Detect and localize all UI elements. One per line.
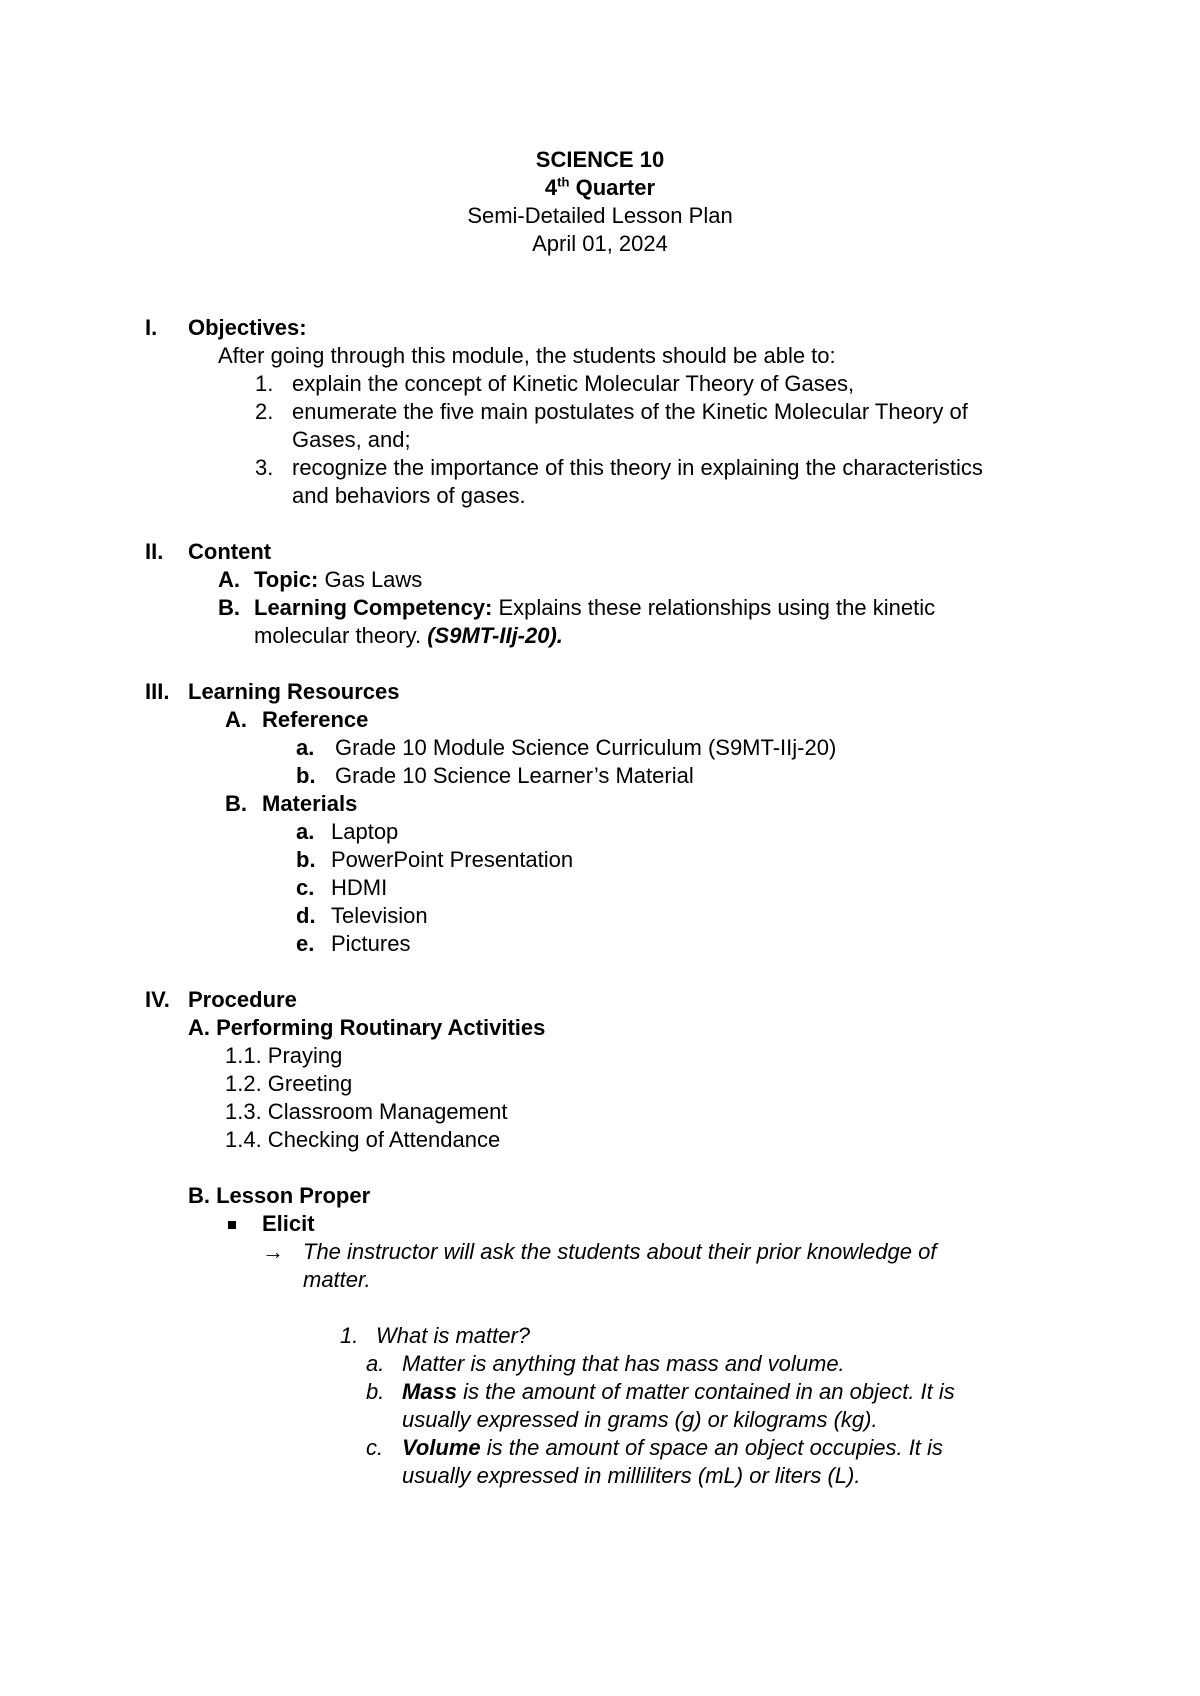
objective-num-2: 2.	[255, 399, 274, 424]
materials-letter: B.	[225, 791, 247, 816]
answer-c-line-2: usually expressed in milliliters (mL) or liters (L).	[402, 1463, 861, 1488]
materials-heading: Materials	[262, 791, 358, 816]
objectives-heading: Objectives:	[188, 315, 307, 340]
routine-item: 1.2. Greeting	[225, 1071, 353, 1096]
objectives-numeral: I.	[145, 315, 158, 340]
routine-item: 1.3. Classroom Management	[225, 1099, 508, 1124]
reference-item: Grade 10 Module Science Curriculum (S9MT-IIj-20)	[335, 735, 837, 760]
question-number: 1.	[340, 1323, 359, 1348]
elicit-line-2: matter.	[303, 1267, 371, 1292]
document-title: SCIENCE 10	[535, 147, 665, 172]
content-topic: Topic: Gas Laws	[254, 567, 423, 592]
routinary-heading: A. Performing Routinary Activities	[188, 1015, 546, 1040]
reference-item-letter: b.	[296, 763, 316, 788]
content-competency-line-2: molecular theory. (S9MT-IIj-20).	[254, 623, 563, 648]
objective-2-line-2: Gases, and;	[292, 427, 411, 452]
elicit-heading: Elicit	[262, 1211, 315, 1236]
content-competency: Learning Competency: Explains these relationships using the kinetic	[254, 595, 936, 620]
reference-item: Grade 10 Science Learner’s Material	[335, 763, 694, 788]
question-text: What is matter?	[376, 1323, 531, 1348]
material-item-letter: c.	[296, 875, 315, 900]
content-a-letter: A.	[218, 567, 240, 592]
material-item-letter: d.	[296, 903, 316, 928]
answer-a-letter: a.	[366, 1351, 385, 1376]
objective-3-line-1: recognize the importance of this theory in explaining the characteristics	[292, 455, 983, 480]
objectives-intro: After going through this module, the students should be able to:	[218, 343, 836, 368]
objective-num-3: 3.	[255, 455, 274, 480]
reference-item-letter: a.	[296, 735, 315, 760]
answer-b-text: Mass is the amount of matter contained in an object. It is	[402, 1379, 955, 1404]
content-heading: Content	[188, 539, 272, 564]
material-item: HDMI	[331, 875, 388, 900]
material-item-letter: e.	[296, 931, 315, 956]
resources-heading: Learning Resources	[188, 679, 400, 704]
material-item: Pictures	[331, 931, 411, 956]
material-item: Laptop	[331, 819, 399, 844]
material-item-letter: b.	[296, 847, 316, 872]
answer-a-text: Matter is anything that has mass and volume.	[402, 1351, 845, 1376]
material-item-letter: a.	[296, 819, 315, 844]
answer-c-letter: c.	[366, 1435, 384, 1460]
answer-c-text: Volume is the amount of space an object occupies. It is	[402, 1435, 943, 1460]
answer-b-line-2: usually expressed in grams (g) or kilograms (kg).	[402, 1407, 878, 1432]
procedure-numeral: IV.	[145, 987, 170, 1012]
content-numeral: II.	[145, 539, 164, 564]
elicit-line-1: The instructor will ask the students about their prior knowledge of	[303, 1239, 937, 1264]
reference-letter: A.	[225, 707, 247, 732]
objective-1-line-1: explain the concept of Kinetic Molecular Theory of Gases,	[292, 371, 855, 396]
quarter-label: 4th Quarter	[544, 174, 656, 200]
routine-item: 1.1. Praying	[225, 1043, 343, 1068]
arrow-icon: →	[262, 1239, 284, 1264]
lesson-date: April 01, 2024	[532, 231, 668, 256]
subtitle: Semi-Detailed Lesson Plan	[467, 203, 733, 228]
material-item: PowerPoint Presentation	[331, 847, 574, 872]
routine-item: 1.4. Checking of Attendance	[225, 1127, 501, 1152]
procedure-heading: Procedure	[188, 987, 297, 1012]
lesson-proper-heading: B. Lesson Proper	[188, 1183, 371, 1208]
reference-heading: Reference	[262, 707, 369, 732]
objective-num-1: 1.	[255, 371, 274, 396]
answer-b-letter: b.	[366, 1379, 385, 1404]
objective-2-line-1: enumerate the five main postulates of the Kinetic Molecular Theory of	[292, 399, 968, 424]
material-item: Television	[331, 903, 428, 928]
square-bullet-icon	[228, 1211, 236, 1237]
resources-numeral: III.	[145, 679, 170, 704]
objective-3-line-2: and behaviors of gases.	[292, 483, 526, 508]
content-b-letter: B.	[218, 595, 240, 620]
